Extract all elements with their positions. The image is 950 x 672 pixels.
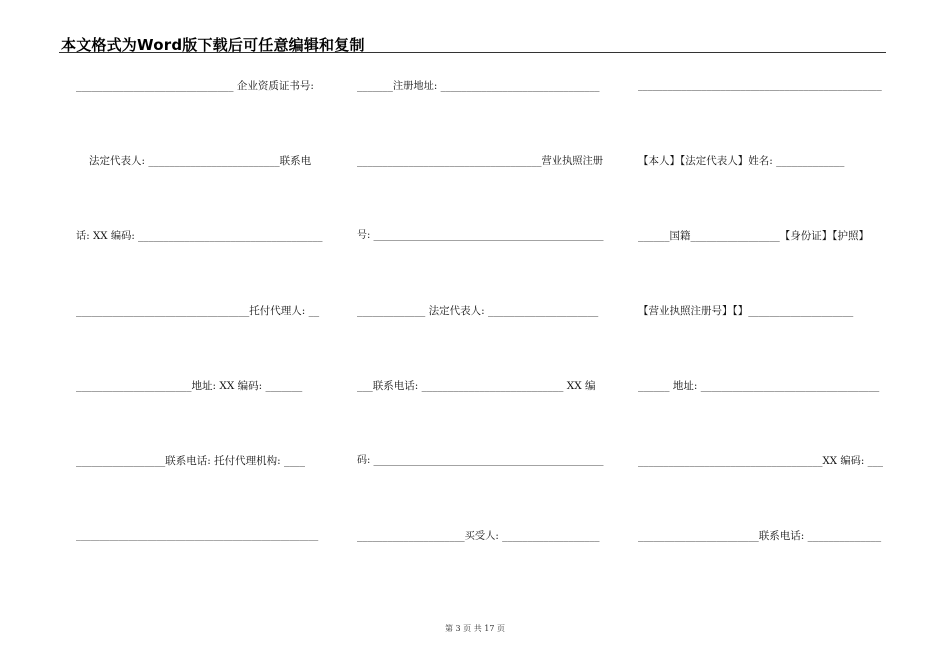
- form-line: _____________________买受人: ___________________: [357, 530, 600, 542]
- document-header-title: 本文格式为Word版下载后可任意编辑和复制: [61, 36, 365, 54]
- form-line: 【营业执照注册号】【】____________________: [638, 305, 854, 317]
- form-line: ______________________地址: XX 编码: _______: [76, 380, 303, 392]
- form-line: __________________________________________________: [638, 80, 882, 91]
- form-line: ______国籍_________________【身份证】【护照】: [638, 230, 869, 242]
- form-line: ___________________________________________________: [76, 530, 319, 541]
- form-line: _____________ 法定代表人: _____________________: [357, 305, 599, 317]
- form-line: ______ 地址: __________________________________: [638, 380, 880, 392]
- form-line: _______注册地址: _______________________________: [357, 80, 600, 92]
- form-line: 法定代表人: _________________________联系电: [89, 155, 312, 167]
- form-line: 【本人】【法定代表人】姓名: _____________: [638, 155, 845, 167]
- form-line: _________________________________托付代理人: __: [76, 305, 320, 317]
- form-line: 码: ______________________________________________: [357, 455, 604, 466]
- form-line: 号: ______________________________________________: [357, 230, 604, 241]
- form-line: _________________联系电话: 托付代理机构: ____: [76, 455, 306, 467]
- form-line: _______________________联系电话: ______________: [638, 530, 882, 542]
- form-line: 话: XX 编码: ____________________________________: [76, 230, 323, 242]
- form-line: ______________________________ 企业资质证书号:: [76, 80, 314, 92]
- form-line: ____________________________________营业执照注册: [357, 155, 604, 167]
- form-line: ____________________________________XX 编码: ___: [638, 455, 883, 467]
- form-line: ___联系电话: ___________________________ XX 编: [357, 380, 596, 392]
- page-number-footer: 第 3 页 共 17 页: [445, 624, 505, 633]
- header-divider: [59, 52, 886, 53]
